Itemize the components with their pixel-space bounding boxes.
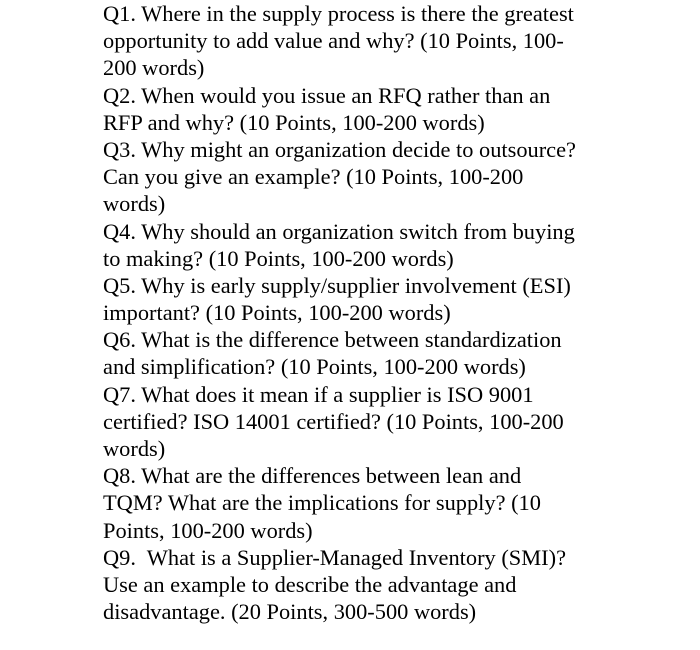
- question-document: [103, 0, 693, 625]
- q1-line-3: 200 words): [103, 55, 205, 81]
- q5-line-1: Q5. Why is early supply/supplier involvement (ESI): [103, 272, 571, 298]
- q8-line-2: TQM? What are the implications for supply? (10: [103, 490, 541, 516]
- q3-line-3: words): [103, 191, 166, 217]
- q1-line-2: opportunity to add value and why? (10 Points, 100-: [103, 28, 564, 54]
- q7-line-2: certified? ISO 14001 certified? (10 Points, 100-200: [103, 408, 564, 434]
- q5-line-2: important? (10 Points, 100-200 words): [103, 300, 451, 326]
- q7-line-1: Q7. What does it mean if a supplier is ISO 9001: [103, 381, 534, 407]
- q1-line-1: Q1. Where in the supply process is there the greatest: [103, 1, 574, 26]
- q9-line-2: Use an example to describe the advantage and: [103, 571, 517, 597]
- q8-line-1: Q8. What are the differences between lean and: [103, 463, 522, 489]
- q2-line-2: RFP and why? (10 Points, 100-200 words): [103, 109, 485, 135]
- q8-line-3: Points, 100-200 words): [103, 517, 313, 543]
- q6-line-2: and simplification? (10 Points, 100-200 words): [103, 354, 526, 380]
- q2-line-1: Q2. When would you issue an RFQ rather than an: [103, 82, 551, 108]
- q4-line-1: Q4. Why should an organization switch from buying: [103, 218, 575, 244]
- q3-line-2: Can you give an example? (10 Points, 100-200: [103, 164, 524, 190]
- q7-line-3: words): [103, 436, 166, 461]
- q6-line-1: Q6. What is the difference between standardization: [103, 327, 562, 353]
- q9-line-1: Q9. What is a Supplier-Managed Inventory (SMI)?: [103, 544, 567, 570]
- q9-line-3: disadvantage. (20 Points, 300-500 words): [103, 599, 477, 625]
- q3-line-1: Q3. Why might an organization decide to outsource?: [103, 136, 576, 162]
- q4-line-2: to making? (10 Points, 100-200 words): [103, 245, 454, 271]
